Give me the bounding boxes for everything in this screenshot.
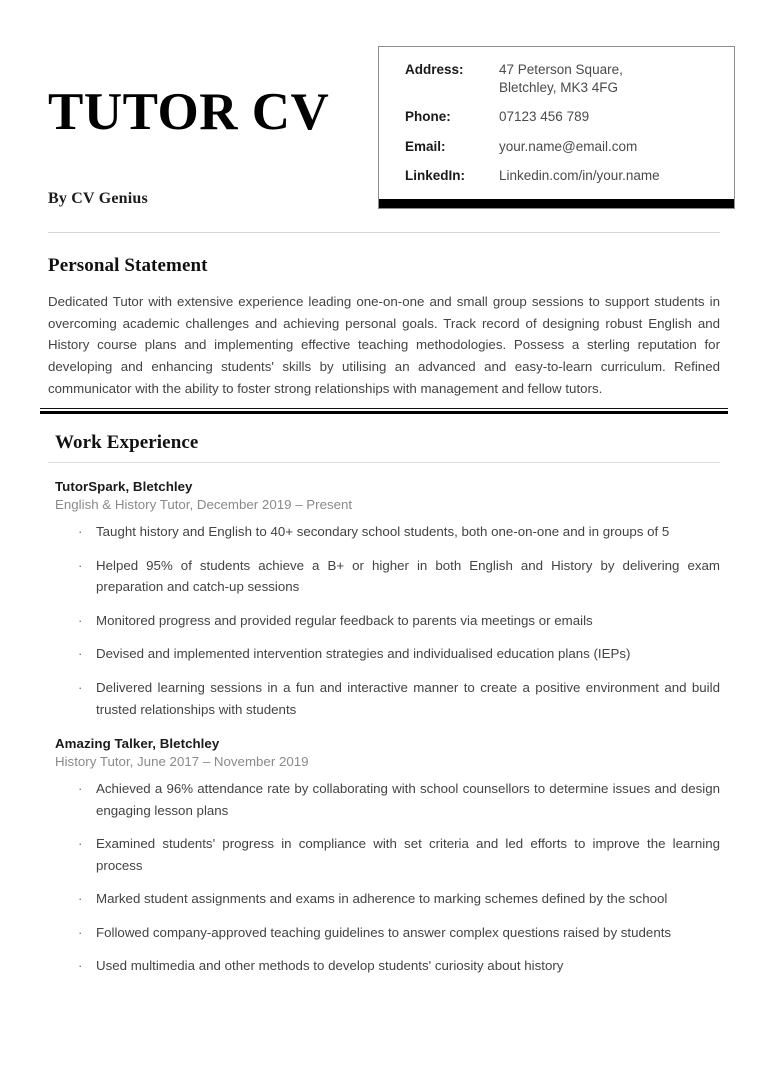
contact-label-linkedin: LinkedIn:	[405, 167, 465, 183]
personal-statement-section	[0, 233, 768, 399]
contact-details-box	[378, 46, 735, 209]
list-item	[48, 610, 720, 632]
list-item-text: Helped 95% of students achieve a B+ or higher in both English and History by delivering exam preparation and catch-up sessions	[96, 557, 720, 595]
contact-table	[405, 61, 716, 187]
list-item-text: Examined students' progress in compliance with set criteria and led efforts to improve the learning process	[96, 836, 720, 873]
bullet-dot-icon: ·	[78, 958, 83, 974]
contact-label-address: Address:	[405, 62, 464, 77]
title-block	[48, 83, 368, 207]
personal-statement-text: Dedicated Tutor with extensive experience leading one-on-one and small group sessions to support students in overcoming academic challenges and achieving personal goals. Track record of designing robust English and History course plans and implementing effective teaching methodologies. Possess a sterling reputation for developing and enhancing students' skills by utilising an advanced and easy-to-learn curriculum. Refined communicator with the ability to foster strong relationships with management and fellow tutors.	[48, 294, 720, 396]
list-item-text: Used multimedia and other methods to develop students' curiosity about history	[96, 958, 564, 974]
bullet-dot-icon: ·	[78, 612, 83, 628]
list-item	[48, 778, 720, 821]
section-heading-personal-statement: Personal Statement	[48, 255, 208, 276]
list-item-text: Achieved a 96% attendance rate by collaborating with school counsellors to determine issues and design engaging lesson plans	[96, 781, 720, 818]
contact-row-linkedin	[405, 167, 716, 187]
job-entry	[48, 463, 720, 720]
section-heading-work-experience: Work Experience	[55, 432, 199, 454]
list-item-text: Followed company-approved teaching guidelines to answer complex questions raised by students	[96, 924, 672, 940]
bullet-dot-icon: ·	[78, 836, 83, 852]
bullet-dot-icon: ·	[78, 924, 83, 940]
cv-header	[0, 0, 768, 232]
bullet-dot-icon: ·	[78, 891, 83, 907]
list-item-text: Marked student assignments and exams in adherence to marking schemes defined by the school	[96, 891, 668, 907]
list-item-text: Delivered learning sessions in a fun and interactive manner to create a positive environment and build trusted relationships with students	[96, 680, 720, 717]
contact-value-email[interactable]: your.name@email.com	[499, 138, 638, 154]
contact-value-address[interactable]	[499, 61, 716, 108]
list-item	[48, 677, 720, 720]
contact-row-phone	[405, 108, 716, 137]
contact-value-linkedin[interactable]: Linkedin.com/in/your.name	[499, 167, 660, 183]
contact-row-address	[405, 61, 716, 108]
list-item	[48, 521, 720, 543]
work-experience-section	[0, 414, 768, 462]
list-item	[48, 833, 720, 876]
job-meta: English & History Tutor, December 2019 – Present	[55, 497, 353, 513]
list-item	[48, 643, 720, 665]
job-meta: History Tutor, June 2017 – November 2019	[55, 754, 309, 770]
address-line-2: Bletchley, MK3 4FG	[499, 80, 619, 96]
contact-label-phone: Phone:	[405, 109, 451, 125]
contact-row-email	[405, 138, 716, 167]
list-item	[48, 888, 720, 910]
bullet-dot-icon: ·	[78, 781, 83, 797]
contact-label-email: Email:	[405, 138, 446, 154]
page-title: TUTOR CV	[48, 83, 330, 141]
job-entry	[48, 720, 720, 977]
address-line-1: 47 Peterson Square,	[499, 62, 623, 77]
list-item	[48, 555, 720, 598]
job-company: TutorSpark, Bletchley	[55, 479, 193, 495]
job-company: Amazing Talker, Bletchley	[55, 736, 220, 752]
bullet-dot-icon: ·	[78, 680, 83, 696]
contact-details-inner	[379, 47, 734, 199]
contact-value-phone[interactable]: 07123 456 789	[499, 109, 590, 125]
job-bullet-list	[48, 512, 720, 720]
contact-accent-bar	[379, 199, 734, 208]
list-item-text: Monitored progress and provided regular feedback to parents via meetings or emails	[96, 612, 593, 628]
list-item-text: Devised and implemented intervention strategies and individualised education plans (IEPs)	[96, 646, 631, 662]
job-bullet-list	[48, 769, 720, 977]
list-item	[48, 955, 720, 977]
bullet-dot-icon: ·	[78, 524, 83, 540]
bullet-dot-icon: ·	[78, 557, 83, 573]
list-item-text: Taught history and English to 40+ secondary school students, both one-on-one and in groups of 5	[96, 524, 670, 540]
bullet-dot-icon: ·	[78, 646, 83, 662]
divider-above-work-experience	[40, 399, 728, 414]
work-experience-jobs	[0, 463, 768, 976]
contact-table-body	[405, 61, 716, 187]
byline: By CV Genius	[48, 190, 148, 207]
list-item	[48, 922, 720, 944]
